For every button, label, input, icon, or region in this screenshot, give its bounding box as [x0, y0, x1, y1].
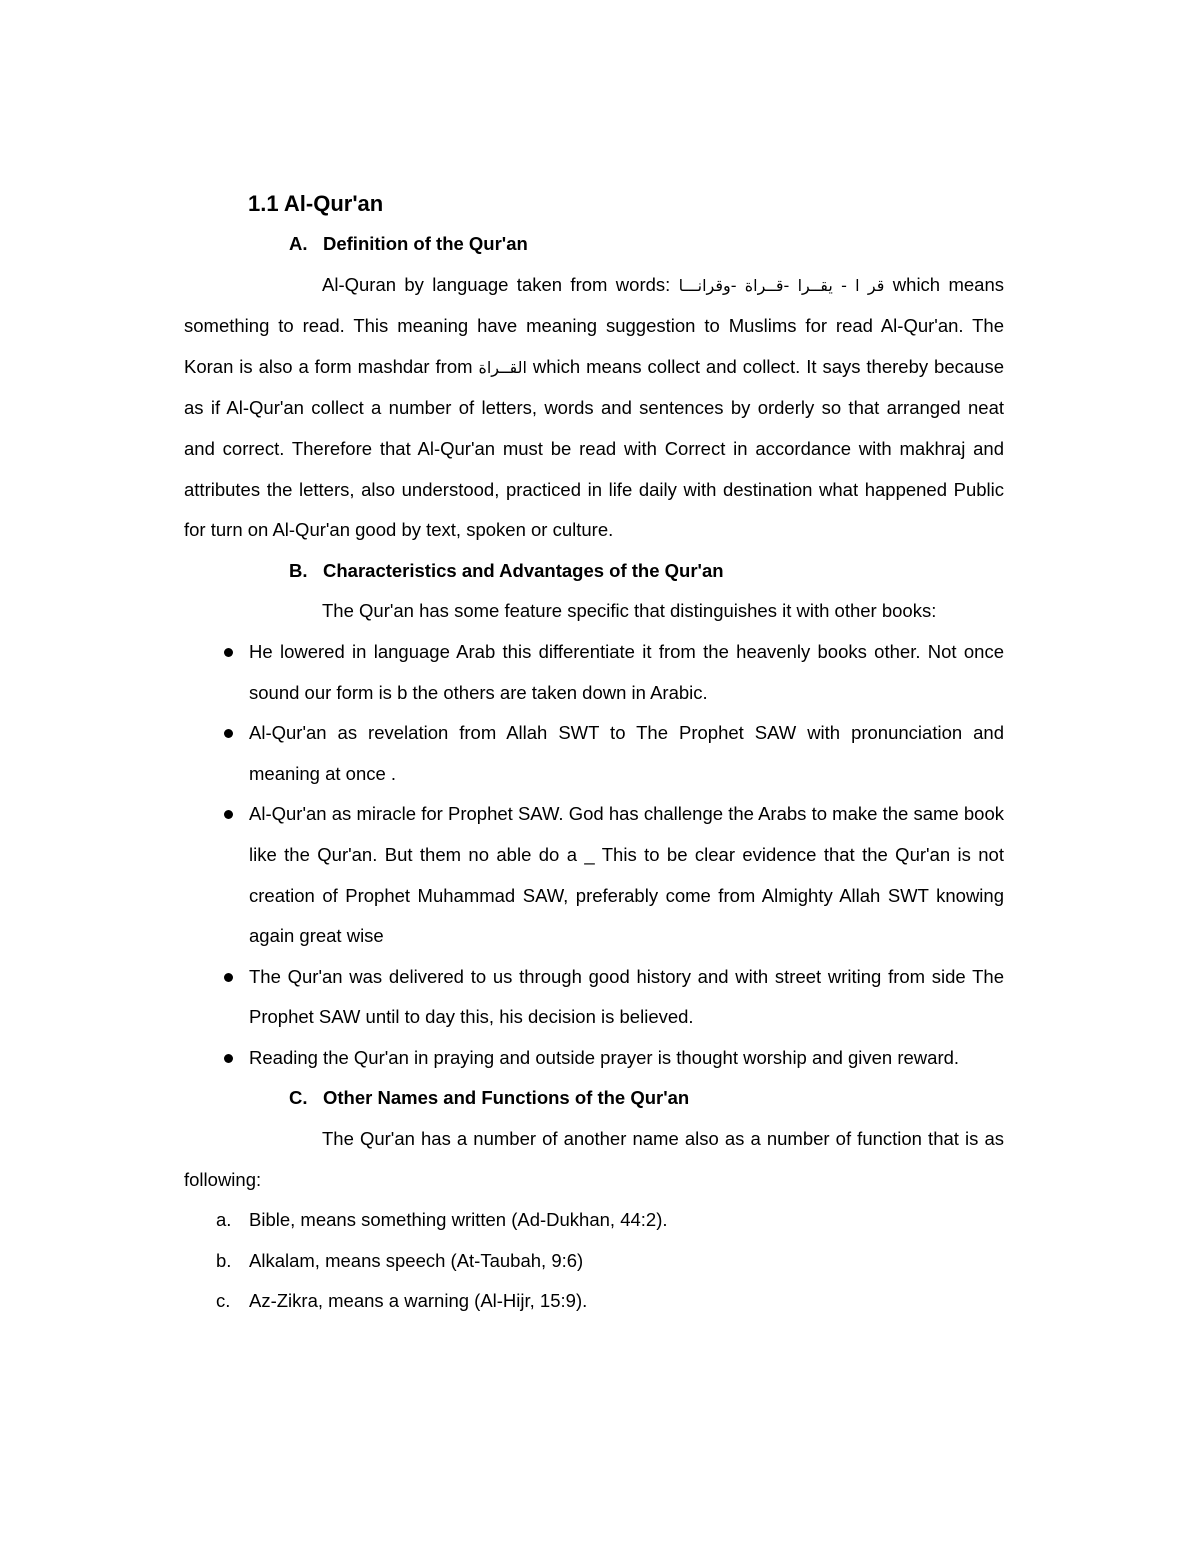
list-item-text: Az-Zikra, means a warning (Al-Hijr, 15:9).: [249, 1290, 588, 1312]
subheading-text: Characteristics and Advantages of the Qur'an: [323, 559, 724, 581]
list-marker: a.: [216, 1209, 232, 1231]
definition-text-middle: which means something to read. This meaning have meaning suggestion to Muslims for read Al-Qur'an. The Koran is also a form mashdar from: [184, 273, 1004, 377]
subheading-letter: C.: [289, 1087, 308, 1109]
list-item: [184, 632, 1004, 713]
characteristics-list: [184, 632, 1004, 1079]
other-names-intro: The Qur'an has a number of another name also as a number of function that is as following:: [184, 1128, 1004, 1190]
section-title: 1.1 Al-Qur'an: [248, 191, 384, 216]
list-item: [184, 1038, 1004, 1079]
list-item: [184, 1281, 1004, 1322]
subheading-text: Other Names and Functions of the Qur'an: [323, 1087, 690, 1109]
list-item-text: Al-Qur'an as revelation from Allah SWT to The Prophet SAW with pronunciation and meaning at once .: [249, 722, 1004, 784]
list-item: [184, 1200, 1004, 1241]
list-item: [184, 1241, 1004, 1282]
list-item-text: Reading the Qur'an in praying and outside prayer is thought worship and given reward.: [249, 1046, 960, 1068]
list-item-text: The Qur'an was delivered to us through good history and with street writing from side The Prophet SAW until to day this, his decision is believed.: [249, 965, 1004, 1028]
bullet-icon: [224, 729, 233, 738]
bullet-icon: [224, 1054, 233, 1063]
arabic-root-words: قر ا - يقــرا -قــراة -وقرانـــا: [678, 275, 885, 295]
list-item-text: Bible, means something written (Ad-Dukhan, 44:2).: [249, 1209, 668, 1231]
bullet-icon: [224, 810, 233, 819]
document-body: [184, 184, 1004, 1322]
definition-text-end: which means collect and collect. It says thereby because as if Al-Qur'an collect a number of letters, words and sentences by orderly so that arranged neat and correct. Therefore that Al-Qur'an must be read with Correct in accordance with makhraj and attributes the letters, also understood, practiced in life daily with destination what happened Public for turn on Al-Qur'an good by text, spoken or culture.: [184, 355, 1004, 541]
list-item: [184, 794, 1004, 956]
bullet-icon: [224, 973, 233, 982]
list-item-text: He lowered in language Arab this differentiate it from the heavenly books other. Not once sound our form is b the others are taken down in Arabic.: [249, 640, 1004, 703]
list-item-text: Al-Qur'an as miracle for Prophet SAW. God has challenge the Arabs to make the same book like the Qur'an. But them no able do a _ This to be clear evidence that the Qur'an is not creation of Prophet Muhammad SAW, preferably come from Almighty Allah SWT knowing again great wise: [249, 803, 1004, 947]
list-item: [184, 713, 1004, 794]
list-item-text: Alkalam, means speech (At-Taubah, 9:6): [249, 1249, 584, 1271]
subheading-letter: A.: [289, 233, 308, 254]
subheading-characteristics: [289, 551, 1004, 592]
list-item: [184, 957, 1004, 1038]
subheading-text: Definition of the Qur'an: [323, 233, 528, 254]
bullet-icon: [224, 648, 233, 657]
list-marker: b.: [216, 1249, 232, 1271]
list-marker: c.: [216, 1290, 231, 1312]
subheading-letter: B.: [289, 559, 308, 581]
definition-text-start: Al-Quran by language taken from words:: [322, 273, 679, 295]
other-names-list: [184, 1200, 1004, 1322]
definition-paragraph: [184, 265, 1004, 551]
subheading-definition: [289, 224, 1004, 265]
arabic-mashdar-word: القــراة: [478, 357, 527, 377]
subheading-other-names: [289, 1078, 1004, 1119]
characteristics-intro: The Qur'an has some feature specific that distinguishes it with other books:: [322, 600, 937, 622]
